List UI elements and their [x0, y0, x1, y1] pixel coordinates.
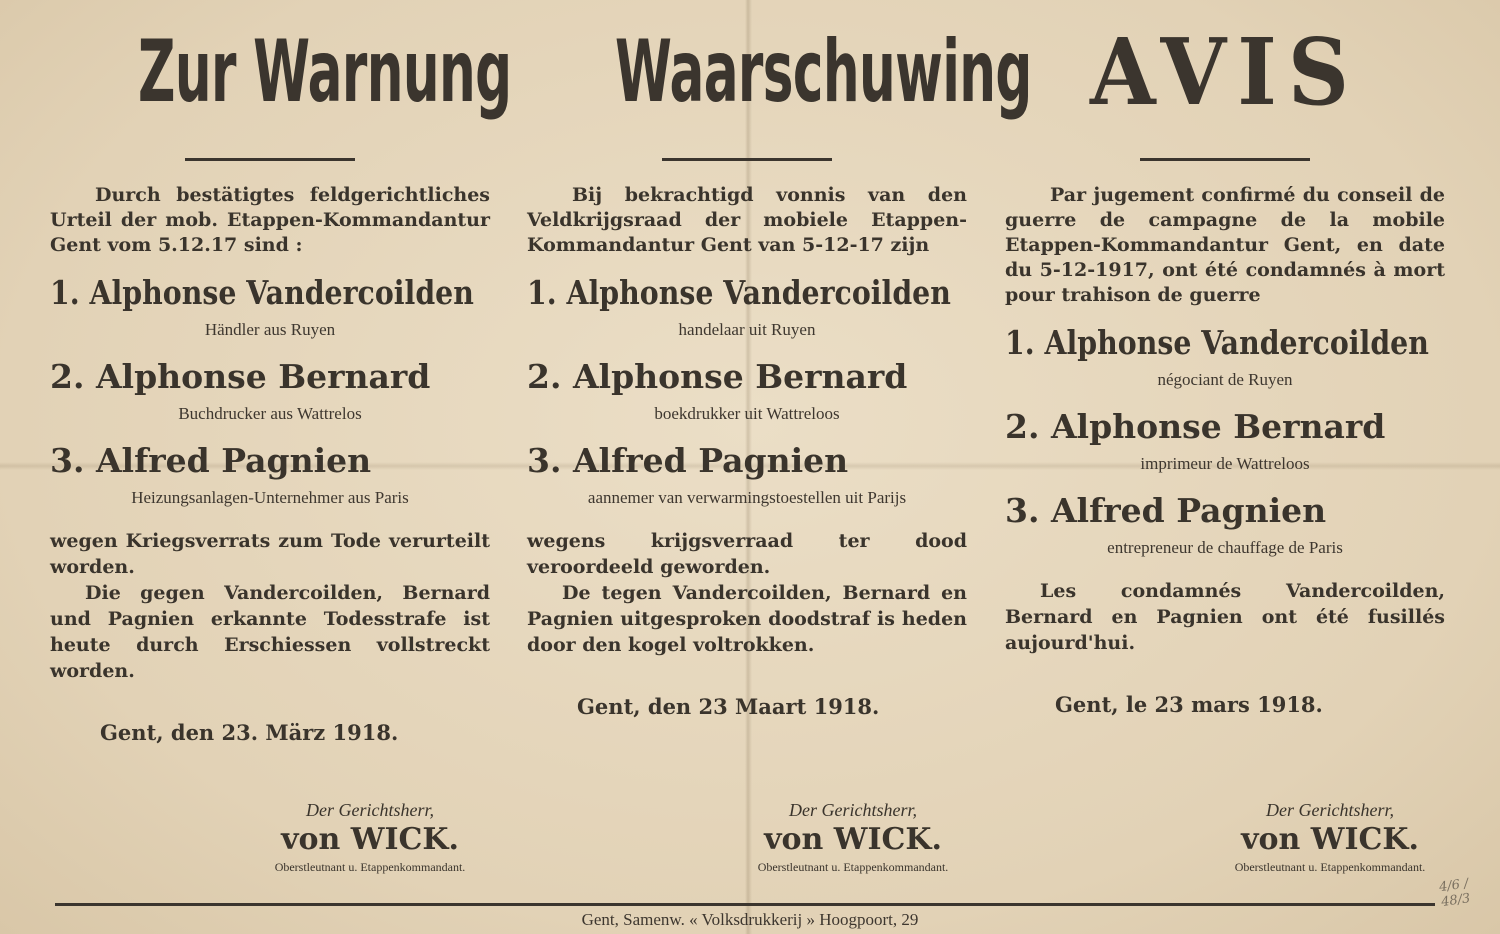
- german-signature-rank: Oberstleutnant u. Etappenkommandant.: [274, 860, 466, 874]
- french-title-rule: [1140, 158, 1310, 161]
- dutch-person-3: [527, 440, 967, 510]
- french-signature-name: von WICK.: [1241, 822, 1419, 857]
- german-signature-name: von WICK.: [281, 822, 459, 857]
- dutch-signature: [733, 800, 973, 875]
- french-body: [1005, 578, 1445, 656]
- french-person-1-occupation: négociant de Ruyen: [1157, 370, 1293, 389]
- german-person-1-occupation: Händler aus Ruyen: [204, 320, 336, 339]
- french-person-1: [1005, 322, 1445, 392]
- dutch-person-1-name: 1. Alphonse Vandercoilden: [527, 273, 951, 312]
- dutch-person-2: [527, 356, 967, 426]
- french-person-2-occupation: imprimeur de Wattreloos: [1140, 454, 1310, 473]
- german-verdict: wegen Kriegsverrats zum Tode verurteilt worden.: [50, 530, 490, 578]
- dutch-title: Waarschuwing: [615, 22, 1032, 122]
- dutch-execution: De tegen Vandercoilden, Bernard en Pagnien uitgesproken doodstraf is heden door den kogel voltrokken.: [527, 582, 967, 656]
- german-signature-title: Der Gerichtsherr,: [306, 800, 434, 820]
- german-signature: [250, 800, 490, 875]
- dutch-person-2-occupation: boekdrukker uit Wattreloos: [654, 404, 840, 423]
- german-person-1-name: 1. Alphonse Vandercoilden: [50, 273, 474, 312]
- dutch-signature-name: von WICK.: [764, 822, 942, 857]
- dutch-body: [527, 528, 967, 658]
- german-person-2-name: 2. Alphonse Bernard: [50, 357, 431, 396]
- german-body: [50, 528, 490, 684]
- german-title-rule: [185, 158, 355, 161]
- german-person-3: [50, 440, 490, 510]
- german-title: Zur Warnung: [138, 22, 512, 122]
- french-intro: Par jugement confirmé du conseil de guerre de campagne de la mobile Etappen-Kommandantur Gent, en date du 5-12-1917, ont été condamnés à mort pour trahison de guerre: [1005, 184, 1445, 306]
- dutch-title-rule: [662, 158, 832, 161]
- german-intro: Durch bestätigtes feldgerichtliches Urteil der mob. Etappen-Kommandantur Gent vom 5.12.17 sind :: [50, 184, 490, 256]
- french-execution: Les condamnés Vandercoilden, Bernard en Pagnien ont été fusillés aujourd'hui.: [1005, 580, 1445, 654]
- german-person-1: [50, 272, 490, 342]
- dutch-person-1-occupation: handelaar uit Ruyen: [678, 320, 816, 339]
- dutch-column: [527, 0, 1032, 719]
- french-person-1-name: 1. Alphonse Vandercoilden: [1005, 323, 1429, 362]
- french-signature: [1210, 800, 1450, 875]
- french-person-2-name: 2. Alphonse Bernard: [1005, 407, 1386, 446]
- german-person-3-name: 3. Alfred Pagnien: [50, 441, 372, 480]
- german-column: [50, 0, 512, 745]
- german-person-2-occupation: Buchdrucker aus Wattrelos: [178, 404, 362, 423]
- french-signature-title: Der Gerichtsherr,: [1266, 800, 1394, 820]
- german-person-3-occupation: Heizungsanlagen-Unternehmer aus Paris: [131, 488, 409, 507]
- french-column: [1005, 0, 1445, 717]
- french-title: AVIS: [1089, 18, 1361, 126]
- german-person-2: [50, 356, 490, 426]
- french-person-3-occupation: entrepreneur de chauffage de Paris: [1107, 538, 1343, 557]
- footer-rule: [55, 903, 1435, 906]
- dutch-person-3-name: 3. Alfred Pagnien: [527, 441, 849, 480]
- dutch-person-3-occupation: aannemer van verwarmingstoestellen uit Parijs: [587, 488, 907, 507]
- french-signature-rank: Oberstleutnant u. Etappenkommandant.: [1234, 860, 1426, 874]
- german-date: Gent, den 23. März 1918.: [100, 720, 399, 745]
- dutch-person-1: [527, 272, 967, 342]
- printer-imprint: Gent, Samenw. « Volksdrukkerij » Hoogpoort, 29: [581, 910, 919, 929]
- german-execution: Die gegen Vandercoilden, Bernard und Pagnien erkannte Todesstrafe ist heute durch Erschiessen vollstreckt worden.: [50, 582, 490, 682]
- dutch-verdict: wegens krijgsverraad ter dood veroordeeld geworden.: [527, 530, 967, 578]
- french-person-2: [1005, 406, 1445, 476]
- dutch-date: Gent, den 23 Maart 1918.: [577, 694, 880, 719]
- dutch-signature-rank: Oberstleutnant u. Etappenkommandant.: [757, 860, 949, 874]
- french-date: Gent, le 23 mars 1918.: [1055, 692, 1323, 717]
- handwritten-note: 4/6 / 48/3: [1438, 876, 1472, 911]
- dutch-intro: Bij bekrachtigd vonnis van den Veldkrijgsraad der mobiele Etappen-Kommandantur Gent van 5-12-17 zijn: [527, 184, 967, 256]
- french-person-3-name: 3. Alfred Pagnien: [1005, 491, 1327, 530]
- dutch-signature-title: Der Gerichtsherr,: [789, 800, 917, 820]
- dutch-person-2-name: 2. Alphonse Bernard: [527, 357, 908, 396]
- french-person-3: [1005, 490, 1445, 560]
